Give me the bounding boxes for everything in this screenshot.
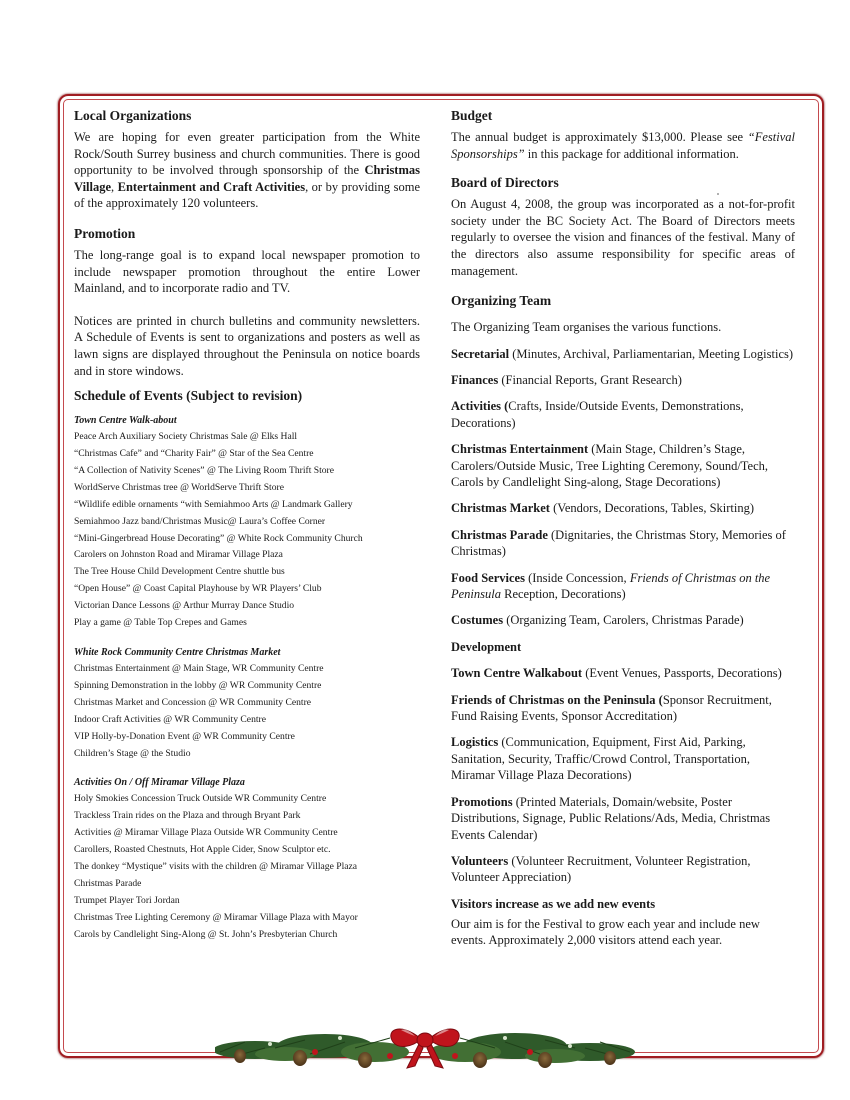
team-name: Christmas Market — [451, 501, 550, 516]
team-desc: (Volunteer Recruitment, Volunteer Registration, Volunteer Appreciation) — [451, 853, 751, 885]
event-list — [74, 429, 420, 632]
team-name: Promotions — [451, 794, 513, 809]
team-desc: (Inside Concession, — [524, 570, 630, 585]
event-item: Carols by Candlelight Sing-Along @ St. John’s Presbyterian Church — [74, 928, 338, 940]
section-heading: Visitors increase as we add new events — [451, 896, 656, 911]
event-group — [74, 414, 420, 632]
promotion-section — [74, 226, 420, 379]
text-run: The annual budget is approximately $13,000. Please see — [451, 130, 748, 144]
section-heading: Organizing Team — [451, 293, 552, 309]
team-food — [451, 570, 795, 603]
team-parade — [451, 527, 795, 560]
team-costumes — [451, 612, 795, 628]
organizing-team-section — [451, 293, 795, 886]
team-name: Town Centre Walkabout — [451, 666, 583, 681]
text-run: , — [111, 179, 118, 194]
team-name: Volunteers — [451, 853, 509, 868]
event-item: VIP Holly-by-Donation Event @ WR Community Centre — [74, 730, 295, 742]
team-volunteers — [451, 853, 795, 886]
event-item: “Mini-Gingerbread House Decorating” @ White Rock Community Church — [74, 532, 363, 544]
promotion-paragraph: Notices are printed in church bulletins and community newsletters. A Schedule of Events is sent to organizations and posters as well as lawn signs are displayed throughout the Peninsula on notice boards and in store windows. — [74, 313, 420, 378]
section-heading: Promotion — [74, 225, 136, 241]
team-name: Logistics — [451, 735, 499, 750]
event-item: Carollers, Roasted Chestnuts, Hot Apple Cider, Snow Sculptor etc. — [74, 844, 331, 856]
event-item: Play a game @ Table Top Crepes and Games — [74, 617, 247, 629]
team-name: Secretarial — [451, 346, 510, 361]
left-column — [74, 108, 420, 958]
event-item: Semiahmoo Jazz band/Christmas Music@ Laura’s Coffee Corner — [74, 515, 326, 527]
christmas-garland-icon — [215, 1012, 635, 1074]
team-name: Christmas Entertainment — [451, 442, 589, 457]
team-desc: (Financial Reports, Grant Research) — [498, 372, 682, 387]
board-section — [451, 175, 795, 279]
team-intro: The Organizing Team organises the various functions. — [451, 320, 722, 335]
event-item: Peace Arch Auxiliary Society Christmas Sale @ Elks Hall — [74, 431, 298, 443]
schedule-section — [74, 388, 420, 943]
team-desc: (Communication, Equipment, First Aid, Parking, Sanitation, Security, Traffic/Crowd Control, Transportation, Miramar Village Plaza Decorations) — [451, 735, 750, 783]
budget-text — [451, 129, 795, 162]
board-text: On August 4, 2008, the group was incorporated as a not-for-profit society under the BC Society Act. The Board of Directors meets regularly to oversee the vision and finances of the festival. Many of the directors also assume responsibility for specific areas of management. — [451, 197, 795, 278]
event-item: Children’s Stage @ the Studio — [74, 747, 191, 759]
event-item: Victorian Dance Lessons @ Arthur Murray Dance Studio — [74, 600, 295, 612]
right-column — [451, 108, 795, 949]
team-desc-italic: Friends of Christmas on the Peninsula — [451, 570, 771, 602]
visitors-section — [451, 896, 795, 949]
event-group — [74, 776, 420, 943]
section-heading: Board of Directors — [451, 175, 559, 191]
team-name: Costumes — [451, 613, 504, 628]
section-heading: Budget — [451, 108, 493, 123]
team-name: Food Services — [451, 570, 525, 585]
bold-run: Entertainment and Craft Activities — [117, 179, 306, 194]
team-development — [451, 639, 795, 655]
promotion-paragraph: The long-range goal is to expand local newspaper promotion to include newspaper promotion throughout the entire Lower Mainland, and to incorporate radio and TV. — [74, 247, 420, 296]
team-desc: Reception, Decorations) — [501, 587, 626, 602]
team-name: Christmas Parade — [451, 527, 548, 542]
event-group — [74, 646, 420, 762]
team-name: Activities ( — [451, 399, 509, 414]
local-organizations-section — [74, 108, 420, 212]
event-item: Activities @ Miramar Village Plaza Outside WR Community Centre — [74, 827, 338, 839]
event-item: Trumpet Player Tori Jordan — [74, 894, 180, 906]
team-desc: (Organizing Team, Carolers, Christmas Parade) — [503, 613, 744, 628]
event-item: “Open House” @ Coast Capital Playhouse by WR Players’ Club — [74, 583, 322, 595]
team-desc: (Printed Materials, Domain/website, Poster Distributions, Signage, Public Relations/Ads, Media, Christmas Events Calendar) — [451, 794, 771, 842]
event-item: Trackless Train rides on the Plaza and through Bryant Park — [74, 810, 301, 822]
italic-run: “Festival Sponsorships” — [451, 130, 795, 161]
event-list — [74, 791, 420, 943]
team-desc: (Vendors, Decorations, Tables, Skirting) — [549, 501, 755, 516]
event-item: “Christmas Cafe” and “Charity Fair” @ Star of the Sea Centre — [74, 448, 314, 460]
schedule-groups — [74, 414, 420, 943]
team-activities — [451, 398, 795, 431]
event-item: WorldServe Christmas tree @ WorldServe Thrift Store — [74, 481, 284, 493]
event-item: “Wildlife edible ornaments “with Semiahmoo Arts @ Landmark Gallery — [74, 498, 353, 510]
visitors-text: Our aim is for the Festival to grow each year and include new events. Approximately 2,000 visitors attend each year. — [451, 916, 760, 948]
team-finances — [451, 372, 795, 388]
event-item: Christmas Parade — [74, 877, 142, 889]
event-item: Christmas Tree Lighting Ceremony @ Miramar Village Plaza with Mayor — [74, 911, 358, 923]
event-item: Christmas Market and Concession @ WR Community Centre — [74, 696, 312, 708]
section-heading: Schedule of Events (Subject to revision) — [74, 388, 303, 404]
event-item: The donkey “Mystique” visits with the children @ Miramar Village Plaza — [74, 861, 358, 873]
team-name: Friends of Christmas on the Peninsula ( — [451, 692, 663, 707]
event-item: Indoor Craft Activities @ WR Community Centre — [74, 713, 266, 725]
team-secretarial — [451, 346, 795, 362]
team-name: Development — [451, 639, 522, 654]
team-desc: (Main Stage, Children’s Stage, Carolers/Outside Music, Tree Lighting Ceremony, Sound/Tech, Carols by Candlelight Sing-along, Stage Decorations) — [451, 442, 769, 489]
text-run: in this package for additional information. — [524, 146, 739, 161]
event-item: Holy Smokies Concession Truck Outside WR Community Centre — [74, 793, 327, 805]
team-desc: (Dignitaries, the Christmas Story, Memories of Christmas) — [451, 527, 786, 559]
group-heading: White Rock Community Centre Christmas Market — [74, 647, 281, 658]
budget-section — [451, 108, 795, 162]
team-promotions — [451, 794, 795, 843]
group-heading: Town Centre Walk-about — [74, 415, 177, 427]
team-friends — [451, 692, 795, 725]
local-organizations-text — [74, 129, 420, 212]
event-item: Carolers on Johnston Road and Miramar Village Plaza — [74, 549, 283, 561]
bold-run: Christmas Village — [74, 163, 420, 194]
text-run: We are hoping for even greater participation from the White Rock/South Surrey business and church communities. There is good opportunity to be involved through sponsorship of the — [74, 130, 420, 178]
event-item: Spinning Demonstration in the lobby @ WR Community Centre — [74, 679, 322, 691]
team-desc: (Event Venues, Passports, Decorations) — [582, 666, 782, 681]
team-walkabout — [451, 665, 795, 681]
event-list — [74, 661, 420, 762]
team-desc: (Minutes, Archival, Parliamentarian, Meeting Logistics) — [509, 346, 794, 361]
event-item: The Tree House Child Development Centre shuttle bus — [74, 566, 285, 578]
event-item: Christmas Entertainment @ Main Stage, WR Community Centre — [74, 663, 324, 674]
group-heading: Activities On / Off Miramar Village Plaza — [74, 777, 245, 789]
team-name: Finances — [451, 372, 499, 387]
team-logistics — [451, 734, 795, 783]
team-desc: Crafts, Inside/Outside Events, Demonstrations, Decorations) — [451, 399, 744, 430]
team-desc: Sponsor Recruitment, Fund Raising Events, Sponsor Accreditation) — [451, 692, 772, 724]
section-heading: Local Organizations — [74, 108, 192, 123]
event-item: “A Collection of Nativity Scenes” @ The Living Room Thrift Store — [74, 464, 335, 476]
team-market — [451, 500, 795, 516]
team-entertainment — [451, 441, 795, 490]
text-run: , or by providing some of the approximately 120 volunteers. — [74, 179, 420, 211]
